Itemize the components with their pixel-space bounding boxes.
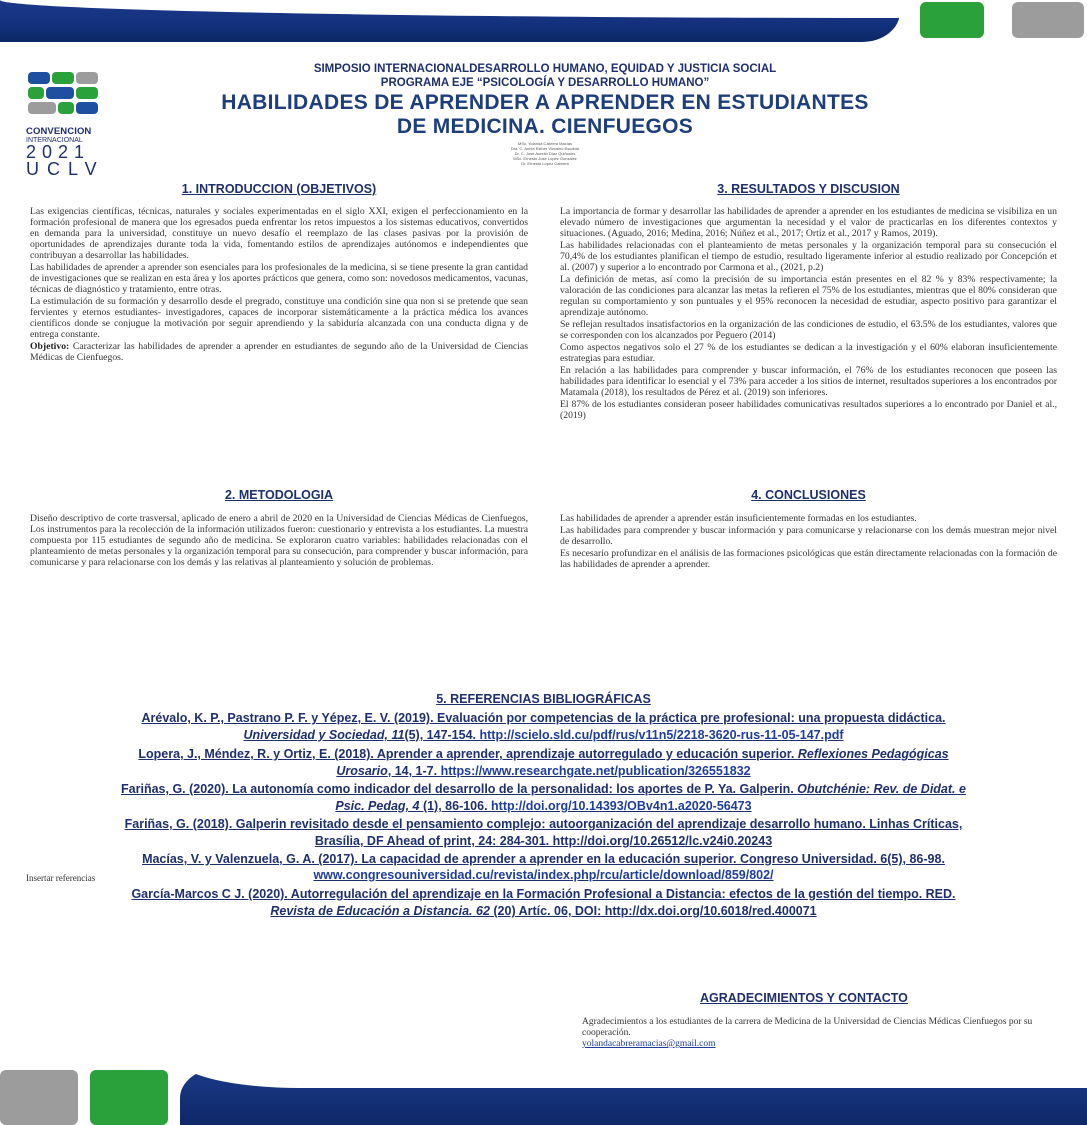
reference-detail: Fariñas, G. (2020). La autonomía como indicador del desarrollo de la personalidad: los aportes de P. Ya. Galperin. (121, 782, 798, 796)
results-body (560, 206, 1057, 422)
reference-link[interactable]: http://scielo.sld.cu/pdf/rus/v11n5/2218-3620-rus-11-05-147.pdf (479, 728, 844, 742)
author: Dr. C. José Aurelio Díaz Quiñones (514, 151, 576, 156)
reference-link[interactable]: http://doi.org/10.14393/OBv4n1.a2020-56473 (491, 799, 752, 813)
acknowledgements-heading: AGRADECIMIENTOS Y CONTACTO (700, 991, 908, 1005)
reference-1-line2 (0, 727, 1087, 744)
logo-org: UCLV (26, 159, 105, 179)
results-paragraph: En relación a las habilidades para comprender y buscar información, el 76% de los estudiantes reconocen que poseen las habilidades para identificar lo esencial y el 73% para acceder a los sitios de internet, resultados superiores a los encontrados por Matamala (2018), los resultados de Pérez et al. (2019) son inferiores. (560, 365, 1057, 398)
conclusions-paragraph: Es necesario profundizar en el análisis de las formaciones psicológicas que están directamente relacionadas con la formación de las habilidades de aprender a aprender. (560, 548, 1057, 570)
logo-line1: CONVENCION (26, 126, 92, 137)
conclusions-paragraph: Las habilidades de aprender a aprender están insuficientemente formadas en los estudiantes. (560, 513, 917, 524)
reference-6-line1: García-Marcos C J. (2020). Autorregulación del aprendizaje en la Formación Profesional a Distancia: efectos de la gestión del tiempo. RED. (131, 887, 956, 901)
bottom-green-square (90, 1070, 168, 1125)
event-line2: PROGRAMA EJE “PSICOLOGÍA Y DESARROLLO HUMANO” (380, 77, 710, 89)
results-paragraph: El 87% de los estudiantes consideran poseer habilidades comunicativas resultados superiores a lo encontrado por Daniel et al., (2019) (560, 399, 1057, 421)
reference-1-line1: Arévalo, K. P., Pastrano P. F. y Yépez, E. V. (2019). Evaluación por competencias de la práctica pre profesional: una propuesta didáctica. (141, 711, 946, 725)
top-green-square (920, 2, 984, 38)
logo-year: 2021 (26, 142, 91, 162)
reference-journal: Universidad y Sociedad, 11 (243, 728, 405, 742)
event-line1: SIMPOSIO INTERNACIONALDESARROLLO HUMANO, EQUIDAD Y JUSTICIA SOCIAL (313, 63, 777, 75)
contact-email-link[interactable]: yolandacabreramacias@gmail.com (582, 1039, 716, 1049)
insert-references-label: Insertar referencias (26, 873, 96, 883)
conclusions-body (560, 513, 1057, 571)
method-heading: 2. METODOLOGIA (224, 488, 334, 502)
intro-paragraph: Las habilidades de aprender a aprender son esenciales para los profesionales de la medicina, si se tiene presente la gran cantidad de investigaciones que se realizan en esta área y los aportes prácticos que genera, como son: novedosos medicamentos, vacunas, técnicas de diagnóstico y tratamiento, entre otras. (30, 262, 528, 295)
reference-detail: (20) Artíc. 06, DOI: http://dx.doi.org/10.6018/red.400071 (489, 904, 817, 918)
intro-body (30, 206, 528, 364)
reference-3-line2 (0, 798, 1087, 815)
conclusions-paragraph: Las habilidades para comprender y buscar información y para comunicarse y relacionarse con los demás muestran mejor nivel de desarrollo. (560, 525, 1057, 547)
conclusions-heading: 4. CONCLUSIONES (751, 488, 866, 502)
results-paragraph: Se reflejan resultados insatisfactorios en la organización de las condiciones de estudio, el 63.5% de los estudiantes, valores que se corresponden con los alcanzados por Peguero (2014) (560, 319, 1057, 341)
reference-journal: Psic. Pedag, 4 (335, 799, 420, 813)
author: Dr. Ernesto López Cabrera (521, 161, 569, 166)
author-list (120, 141, 970, 166)
reference-5-line2 (0, 867, 1087, 884)
acknowledgements-text: Agradecimientos a los estudiantes de la carrera de Medicina de la Universidad de Ciencias Médicas Cienfuegos por su cooperación. (582, 1017, 1033, 1038)
intro-paragraph: Las exigencias científicas, técnicas, naturales y sociales experimentadas en el siglo XXI, exigen el perfeccionamiento en la formación profesional de manera que los egresados pueda enfrentar los retos impuestos a los sistemas educativos, convertidos en demanda para la universidad, constituye un nuevo desafío el reemplazo de las clases pasivas por la provisión de oportunidades de aprendizajes durante toda la vida, fomentando estilos de aprendizajes autónomos e independientes que contribuyan a desarrollar las habilidades. (30, 206, 528, 261)
method-paragraph: Diseño descriptivo de corte trasversal, aplicado de enero a abril de 2020 en la Universidad de Ciencias Médicas de Cienfuegos, Los instrumentos para la recolección de la información utilizados fueron: cuestionario y entrevista a los estudiantes. La muestra compuesta por 115 estudiantes de segundo año de medicina. Se exploraron cuatro variables: habilidades relacionadas con el planteamiento de metas personales y la organización temporal para su consecución, para comprender y buscar información, para comunicarse y para relacionarse con los demás y las relativas al planteamiento y solución de problemas. (30, 513, 528, 568)
reference-3-line1 (0, 781, 1087, 798)
reference-detail: (1), 86-106. (419, 799, 492, 813)
reference-link[interactable]: www.congresouniversidad.cu/revista/index.php/rcu/article/download/859/802/ (313, 868, 774, 882)
results-paragraph: La definición de metas, así como la precisión de su importancia están presentes en el 82 % y 83% respectivamente; la valoración de las condiciones para alcanzar las metas la refieren el 75% de los estudiantes, mientras que el 80% consideran que regulan su comportamiento y son puntuales y el 95% reconocen la necesidad de estudiar, aspecto positivo para garantizar el aprendizaje autónomo. (560, 274, 1057, 318)
reference-detail: , 14, 1-7. (387, 764, 441, 778)
reference-journal: Revista de Educación a Distancia. 62 (270, 904, 490, 918)
reference-journal: Urosario (336, 764, 388, 778)
top-gray-square (1012, 2, 1084, 38)
intro-paragraph: La estimulación de su formación y desarrollo desde el pregrado, constituye una condición sine qua non si se pretende que sean fervientes y eternos estudiantes- investigadores, capaces de incorporar sistemáticamente a la práctica médica los avances científicos donde se conjugue la motivación por seguir aprendiendo y la sabiduría alcanzada con una conducta digna y de entrega constante. (30, 296, 528, 340)
author: Dra. C. Annia Esther Vizcaino Escobar (510, 146, 580, 151)
results-paragraph: Como aspectos negativos solo el 27 % de los estudiantes se dedican a la investigación y el 60% elaboran insuficientemente estrategias para estudiar. (560, 342, 1057, 364)
reference-2-line1 (0, 746, 1087, 763)
poster-header (120, 62, 970, 166)
reference-2-line2 (0, 763, 1087, 780)
bottom-gray-square (0, 1070, 78, 1125)
convention-logo (26, 70, 105, 179)
objective-paragraph (30, 341, 528, 363)
reference-link[interactable]: https://www.researchgate.net/publication/326551832 (440, 764, 751, 778)
reference-journal: Reflexiones Pedagógicas (797, 747, 949, 761)
reference-4-line2: Brasília, DF Ahead of print, 24: 284-301. http://doi.org/10.26512/lc.v24i0.20243 (314, 834, 773, 848)
bottom-band-curve (180, 1060, 1087, 1088)
reference-detail: Lopera, J., Méndez, R. y Ortiz, E. (2018). Aprender a aprender, aprendizaje autorregulado y educación superior. (138, 747, 798, 761)
author: MSc. Ernesto José López González (513, 156, 577, 161)
reference-4-line1: Fariñas, G. (2018). Galperin revisitado desde el pensamiento complejo: autoorganización del aprendizaje desarrollo humano. Linhas Críticas, (124, 817, 963, 831)
title-line1: HABILIDADES DE APRENDER A APRENDER EN ESTUDIANTES (221, 91, 869, 114)
author: MSc. Yolanda Cabrera Macías (517, 141, 573, 146)
reference-6-line2 (0, 903, 1087, 920)
logo-line2: INTERNACIONAL (26, 137, 83, 144)
results-heading: 3. RESULTADOS Y DISCUSION (717, 182, 900, 196)
method-body (30, 513, 528, 569)
reference-journal: Obutchénie: Rev. de Didat. e (797, 782, 966, 796)
reference-detail: (5), 147-154. (404, 728, 480, 742)
results-paragraph: Las habilidades relacionadas con el planteamiento de metas personales y la organización temporal para su consecución el 70,4% de los estudiantes planifican el tiempo de estudio, resultado ligeramente inferior al estudio realizado por Concepción et al. (2007) y superior a lo encontrado por Carmona et al., (2021, p.2) (560, 240, 1057, 273)
title-line2: DE MEDICINA. CIENFUEGOS (396, 115, 694, 138)
references-heading: 5. REFERENCIAS BIBLIOGRÁFICAS (436, 692, 651, 706)
objective-text: Caracterizar las habilidades de aprender a aprender en estudiantes de segundo año de la Universidad de Ciencias Médicas de Cienfuegos. (30, 341, 528, 363)
logo-mark-icon (26, 70, 100, 122)
reference-5-line1: Macías, V. y Valenzuela, G. A. (2017). La capacidad de aprender a aprender en la educación superior. Congreso Universidad. 6(5), 86-98. (142, 852, 945, 866)
acknowledgements-body (582, 1017, 1062, 1050)
results-paragraph: La importancia de formar y desarrollar las habilidades de aprender a aprender en los estudiantes de medicina se visibiliza en un elevado número de investigaciones que argumentan la necesidad y el valor de practicarlas en los diferentes contextos y situaciones. (Aguado, 2016; Medina, 2016; Núñez et al., 2017; Ortiz et al., 2017 y Ramos, 2019). (560, 206, 1057, 239)
intro-heading: 1. INTRODUCCION (OBJETIVOS) (181, 182, 377, 196)
objective-label: Objetivo: (30, 341, 70, 352)
